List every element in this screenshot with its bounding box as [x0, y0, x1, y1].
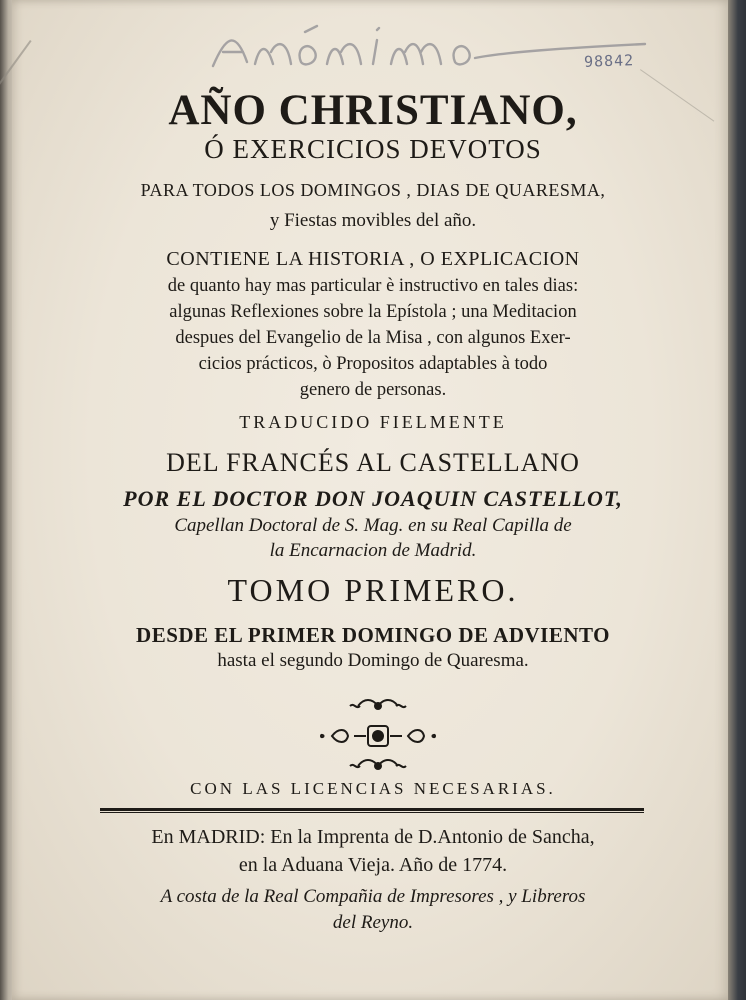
volume-range: DESDE EL PRIMER DOMINGO DE ADVIENTO: [136, 623, 610, 647]
volume-number: TOMO PRIMERO.: [227, 572, 519, 608]
subtitle-line: PARA TODOS LOS DOMINGOS , DIAS DE QUARESMA,: [140, 180, 606, 200]
description-line: despues del Evangelio de la Misa , con algunos Exer-: [175, 328, 571, 348]
publisher-line: del Reyno.: [332, 912, 414, 933]
book-subtitle: Ó EXERCICIOS DEVOTOS: [204, 134, 542, 164]
licenses-line: CON LAS LICENCIAS NECESARIAS.: [190, 779, 556, 798]
volume-range: hasta el segundo Domingo de Quaresma.: [217, 650, 529, 671]
description-line: algunas Reflexiones sobre la Epístola ; una Meditacion: [169, 302, 577, 322]
publisher-line: A costa de la Real Compañia de Impresores , y Libreros: [160, 886, 586, 907]
imprint-line: En MADRID: En la Imprenta de D.Antonio de Sancha,: [151, 826, 595, 848]
divider-rule: [100, 808, 644, 811]
description-line: de quanto hay mas particular è instructivo en tales dias:: [167, 276, 579, 296]
translation-languages: DEL FRANCÉS AL CASTELLANO: [166, 448, 580, 477]
description-line: genero de personas.: [299, 380, 447, 400]
imprint-line: en la Aduana Vieja. Año de 1774.: [238, 854, 508, 876]
translator-title: la Encarnacion de Madrid.: [269, 540, 477, 561]
description-line: cicios prácticos, ò Propositos adaptables à todo: [198, 354, 548, 374]
contents-heading: CONTIENE LA HISTORIA , O EXPLICACION: [166, 248, 580, 270]
translator-title: Capellan Doctoral de S. Mag. en su Real Capilla de: [174, 515, 572, 536]
subtitle-line: y Fiestas movibles del año.: [269, 210, 477, 231]
book-title: AÑO CHRISTIANO,: [168, 87, 578, 134]
translator-name: POR EL DOCTOR DON JOAQUIN CASTELLOT,: [123, 486, 623, 511]
shelfmark-number: 98842: [583, 51, 635, 71]
printer-ornament-icon: [318, 696, 438, 776]
translation-note: TRADUCIDO FIELMENTE: [239, 412, 507, 432]
